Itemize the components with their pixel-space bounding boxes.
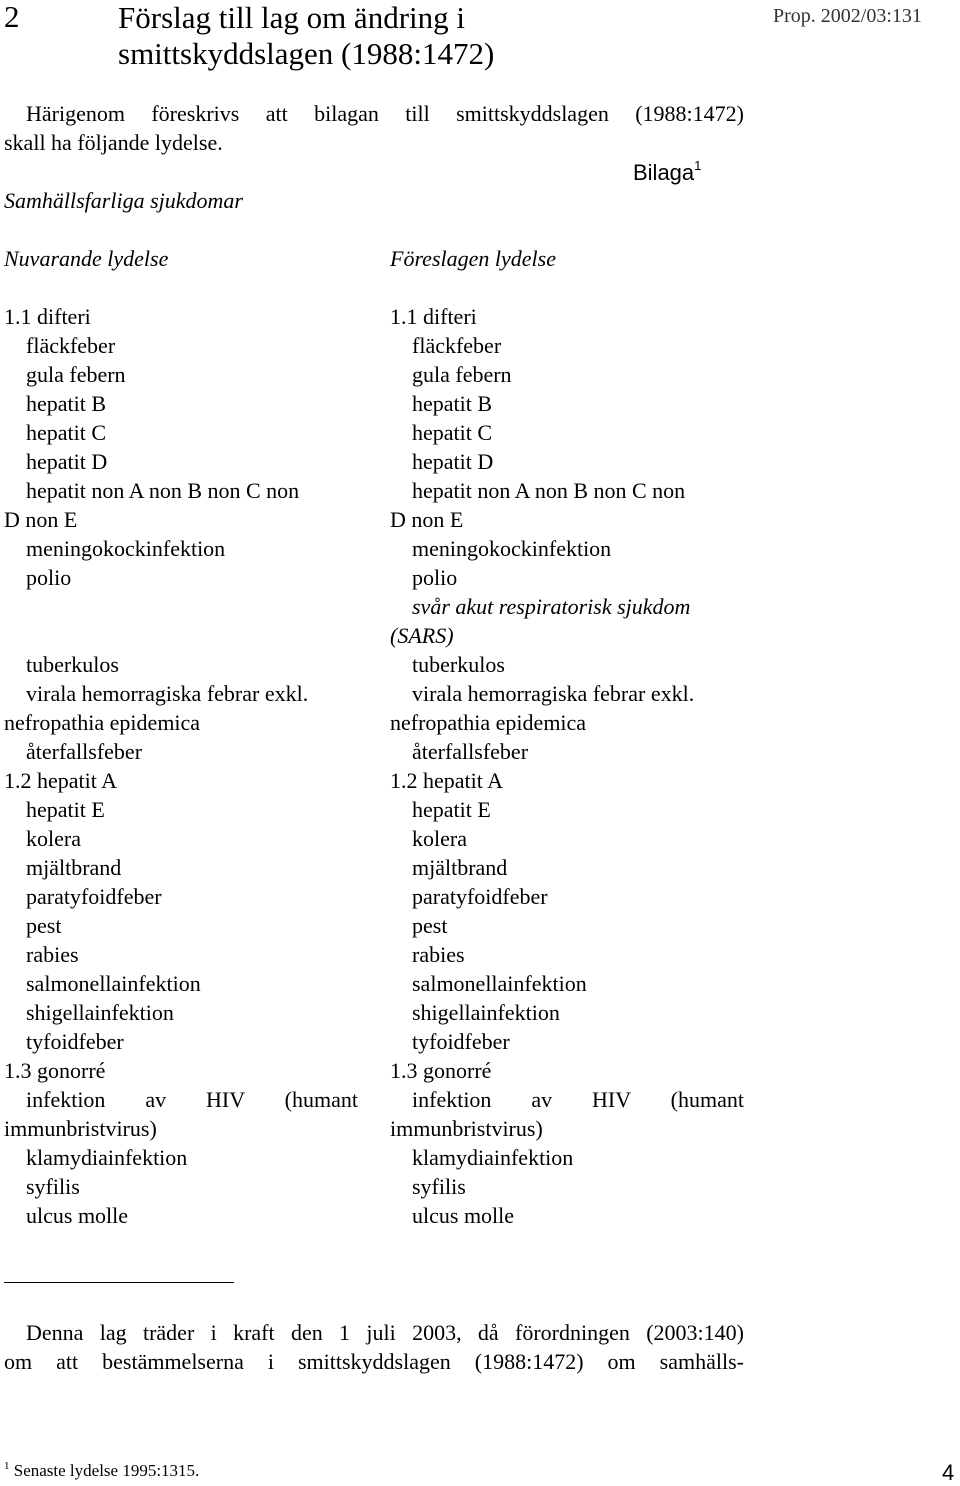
right-row-11: (SARS) bbox=[390, 623, 454, 648]
right-row-12: tuberkulos bbox=[412, 652, 505, 677]
left-row-20: paratyfoidfeber bbox=[26, 884, 162, 909]
left-row-13: virala hemorragiska febrar exkl. bbox=[26, 681, 309, 706]
left-row-12: tuberkulos bbox=[26, 652, 119, 677]
left-row-5: hepatit D bbox=[26, 449, 108, 474]
title-line-2: smittskyddslagen (1988:1472) bbox=[118, 36, 495, 71]
current-wording-column bbox=[4, 302, 358, 1230]
commencement-line-2: om att bestämmelserna i smittskyddslagen (1988:1472) om samhälls- bbox=[4, 1349, 744, 1374]
left-row-26: 1.3 gonorré bbox=[4, 1058, 106, 1083]
left-row-0: 1.1 difteri bbox=[4, 304, 91, 329]
right-row-14: nefropathia epidemica bbox=[390, 710, 587, 735]
intro-line-2: skall ha följande lydelse. bbox=[4, 130, 223, 155]
bilaga-text: Bilaga bbox=[633, 160, 695, 185]
section-number: 2 bbox=[4, 0, 20, 34]
right-row-19: mjältbrand bbox=[412, 855, 508, 880]
right-row-7: D non E bbox=[390, 507, 464, 532]
left-row-11 bbox=[4, 621, 358, 650]
right-row-4: hepatit C bbox=[412, 420, 493, 445]
left-row-17: hepatit E bbox=[26, 797, 105, 822]
left-row-22: rabies bbox=[26, 942, 79, 967]
right-row-1: fläckfeber bbox=[412, 333, 502, 358]
left-row-28: immunbristvirus) bbox=[4, 1116, 157, 1141]
page-number: 4 bbox=[942, 1460, 955, 1485]
right-row-3: hepatit B bbox=[412, 391, 493, 416]
left-row-2: gula febern bbox=[26, 362, 126, 387]
footnote-mark: 1 bbox=[4, 1460, 10, 1472]
right-row-15: återfallsfeber bbox=[412, 739, 529, 764]
left-row-25: tyfoidfeber bbox=[26, 1029, 124, 1054]
left-row-30: syfilis bbox=[26, 1174, 80, 1199]
left-row-9: polio bbox=[26, 565, 72, 590]
right-row-20: paratyfoidfeber bbox=[412, 884, 548, 909]
right-row-22: rabies bbox=[412, 942, 465, 967]
right-row-26: 1.3 gonorré bbox=[390, 1058, 492, 1083]
right-row-9: polio bbox=[412, 565, 458, 590]
right-row-23: salmonellainfektion bbox=[412, 971, 587, 996]
left-row-31: ulcus molle bbox=[26, 1203, 129, 1228]
left-row-27: infektion av HIV (humant bbox=[26, 1087, 358, 1112]
left-row-10 bbox=[4, 592, 358, 621]
right-row-30: syfilis bbox=[412, 1174, 466, 1199]
document-title bbox=[118, 0, 494, 72]
right-row-2: gula febern bbox=[412, 362, 512, 387]
left-row-16: 1.2 hepatit A bbox=[4, 768, 118, 793]
right-row-0: 1.1 difteri bbox=[390, 304, 477, 329]
right-row-21: pest bbox=[412, 913, 448, 938]
right-row-8: meningokockinfektion bbox=[412, 536, 612, 561]
right-row-29: klamydiainfektion bbox=[412, 1145, 574, 1170]
bilaga-footnote-mark: 1 bbox=[694, 158, 702, 173]
commencement-paragraph bbox=[4, 1318, 744, 1376]
right-row-28: immunbristvirus) bbox=[390, 1116, 543, 1141]
left-row-8: meningokockinfektion bbox=[26, 536, 226, 561]
current-wording-heading: Nuvarande lydelse bbox=[4, 246, 169, 271]
right-row-25: tyfoidfeber bbox=[412, 1029, 510, 1054]
section-heading: Samhällsfarliga sjukdomar bbox=[4, 188, 243, 213]
bilaga-label bbox=[633, 158, 701, 187]
footnote-text: Senaste lydelse 1995:1315. bbox=[13, 1461, 200, 1480]
footnote-separator bbox=[4, 1282, 234, 1283]
proposed-wording-column bbox=[390, 302, 744, 1230]
right-row-10: svår akut respiratorisk sjukdom bbox=[412, 594, 691, 619]
right-row-5: hepatit D bbox=[412, 449, 494, 474]
right-row-24: shigellainfektion bbox=[412, 1000, 560, 1025]
left-row-3: hepatit B bbox=[26, 391, 107, 416]
left-row-21: pest bbox=[26, 913, 62, 938]
left-row-1: fläckfeber bbox=[26, 333, 116, 358]
left-row-29: klamydiainfektion bbox=[26, 1145, 188, 1170]
intro-paragraph bbox=[4, 99, 744, 157]
right-row-27: infektion av HIV (humant bbox=[412, 1087, 744, 1112]
left-row-23: salmonellainfektion bbox=[26, 971, 201, 996]
left-row-7: D non E bbox=[4, 507, 78, 532]
proposed-wording-heading: Föreslagen lydelse bbox=[390, 246, 556, 271]
left-row-4: hepatit C bbox=[26, 420, 107, 445]
left-row-19: mjältbrand bbox=[26, 855, 122, 880]
right-row-13: virala hemorragiska febrar exkl. bbox=[412, 681, 695, 706]
right-row-6: hepatit non A non B non C non bbox=[412, 478, 686, 503]
right-row-17: hepatit E bbox=[412, 797, 491, 822]
commencement-line-1: Denna lag träder i kraft den 1 juli 2003, då förordningen (2003:140) bbox=[26, 1320, 744, 1345]
left-row-14: nefropathia epidemica bbox=[4, 710, 201, 735]
left-row-15: återfallsfeber bbox=[26, 739, 143, 764]
intro-line-1: Härigenom föreskrivs att bilagan till smittskyddslagen (1988:1472) bbox=[26, 101, 744, 126]
title-line-1: Förslag till lag om ändring i bbox=[118, 0, 465, 35]
right-row-16: 1.2 hepatit A bbox=[390, 768, 504, 793]
left-row-18: kolera bbox=[26, 826, 81, 851]
left-row-6: hepatit non A non B non C non bbox=[26, 478, 300, 503]
proposition-reference: Prop. 2002/03:131 bbox=[773, 5, 922, 27]
left-row-24: shigellainfektion bbox=[26, 1000, 174, 1025]
right-row-31: ulcus molle bbox=[412, 1203, 515, 1228]
footnote bbox=[4, 1460, 199, 1482]
right-row-18: kolera bbox=[412, 826, 467, 851]
